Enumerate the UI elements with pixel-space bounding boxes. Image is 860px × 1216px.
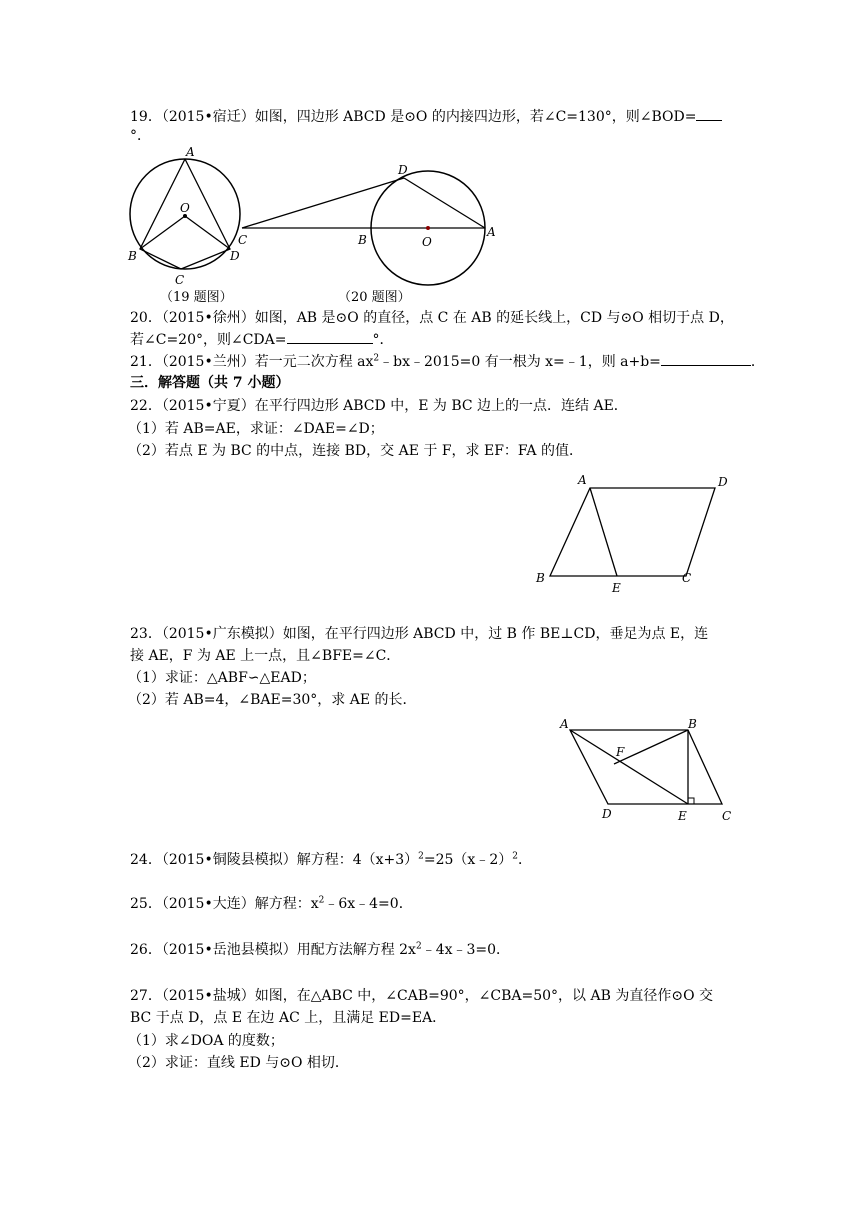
- q27-line2: BC 于点 D，点 E 在边 AC 上，且满足 ED=EA．: [130, 1010, 447, 1026]
- q21-text: 21．（2015•兰州）若一元二次方程 $ax^2﹣bx﹣2015=0$ 有一根为 x=﹣1，则 a+b= ．: [130, 351, 765, 372]
- q20-line2: 若∠C=20°，则∠CDA= °．: [130, 329, 394, 350]
- label-a: A: [560, 717, 569, 731]
- segment-ob: [140, 216, 185, 249]
- label-b: B: [128, 249, 137, 263]
- q22-line2: （1）若 AB=AE，求证：∠DAE=∠D；: [128, 421, 384, 437]
- figure-23: [558, 716, 738, 826]
- q23-line3: （1）求证：△ABF∽△EAD；: [128, 670, 316, 686]
- right-angle-mark: [688, 798, 694, 804]
- q27-line3: （1）求∠DOA 的度数；: [128, 1033, 284, 1049]
- parallelogram-abcd: [570, 730, 722, 804]
- caption-19: （19 题图）: [160, 290, 233, 305]
- label-c: C: [238, 233, 248, 247]
- q23-line1: 23．（2015•广东模拟）如图，在平行四边形 ABCD 中，过 B 作 BE⊥CD，垂足为点 E，连: [130, 626, 709, 642]
- segment-ae: [590, 488, 617, 576]
- label-b: B: [358, 233, 367, 247]
- q26-text: 26．（2015•岳池县模拟）用配方法解方程 $2x^2﹣4x﹣3=0$．: [130, 941, 511, 958]
- label-b: B: [536, 571, 545, 585]
- label-d: D: [230, 249, 240, 263]
- label-f: F: [616, 745, 625, 759]
- parallelogram-abcd: [550, 488, 715, 576]
- tangent-cd: [242, 178, 404, 228]
- label-a: A: [487, 225, 496, 239]
- chord-da: [404, 178, 485, 228]
- segment-ae: [570, 730, 688, 804]
- segment-bf: [614, 730, 688, 764]
- figure-19: [126, 145, 246, 288]
- q23-line2: 接 AE，F 为 AE 上一点，且∠BFE=∠C．: [130, 648, 401, 664]
- caption-20: （20 题图）: [338, 290, 411, 305]
- q22-line3: （2）若点 E 为 BC 的中点，连接 BD，交 AE 于 F，求 EF：FA 的值．: [128, 443, 583, 459]
- figure-20: [234, 160, 504, 290]
- q19-tail: °．: [130, 128, 151, 144]
- q23-line4: （2）若 AB=4，∠BAE=30°，求 AE 的长．: [128, 692, 417, 708]
- label-a: A: [578, 473, 587, 487]
- center-dot: [426, 226, 430, 230]
- q20-line1: 20．（2015•徐州）如图，AB 是⊙O 的直径，点 C 在 AB 的延长线上，CD 与⊙O 相切于点 D，: [130, 310, 734, 326]
- q19-text: 19．（2015•宿迁）如图，四边形 ABCD 是⊙O 的内接四边形，若∠C=130°，则∠BOD=: [130, 106, 722, 127]
- q27-line4: （2）求证：直线 ED 与⊙O 相切．: [128, 1055, 349, 1071]
- figure-22: [530, 470, 740, 600]
- label-d: D: [398, 163, 408, 177]
- label-c: C: [682, 571, 692, 585]
- answer-blank: [696, 106, 722, 121]
- q22-line1: 22．（2015•宁夏）在平行四边形 ABCD 中，E 为 BC 边上的一点．连结 AE．: [130, 398, 628, 414]
- label-o: O: [422, 235, 432, 249]
- label-d: D: [602, 807, 612, 821]
- answer-blank: [287, 329, 373, 344]
- q27-line1: 27．（2015•盐城）如图，在△ABC 中，∠CAB=90°，∠CBA=50°，以 AB 为直径作⊙O 交: [130, 988, 714, 1004]
- answer-blank: [661, 351, 751, 366]
- label-d: D: [718, 475, 728, 489]
- label-a: A: [186, 145, 195, 159]
- label-c: C: [722, 809, 732, 823]
- q24-text: 24．（2015•铜陵县模拟）解方程：$4(x+3)^2=25(x﹣2)^2$．: [130, 851, 532, 868]
- segment-od: [185, 216, 230, 249]
- label-o: O: [180, 201, 190, 215]
- label-c: C: [175, 273, 185, 287]
- label-e: E: [678, 809, 687, 823]
- q25-text: 25．（2015•大连）解方程：$x^2﹣6x﹣4=0$．: [130, 895, 413, 912]
- label-b: B: [688, 717, 697, 731]
- label-e: E: [612, 581, 621, 595]
- section-heading: 三．解答题（共 7 小题）: [130, 375, 290, 391]
